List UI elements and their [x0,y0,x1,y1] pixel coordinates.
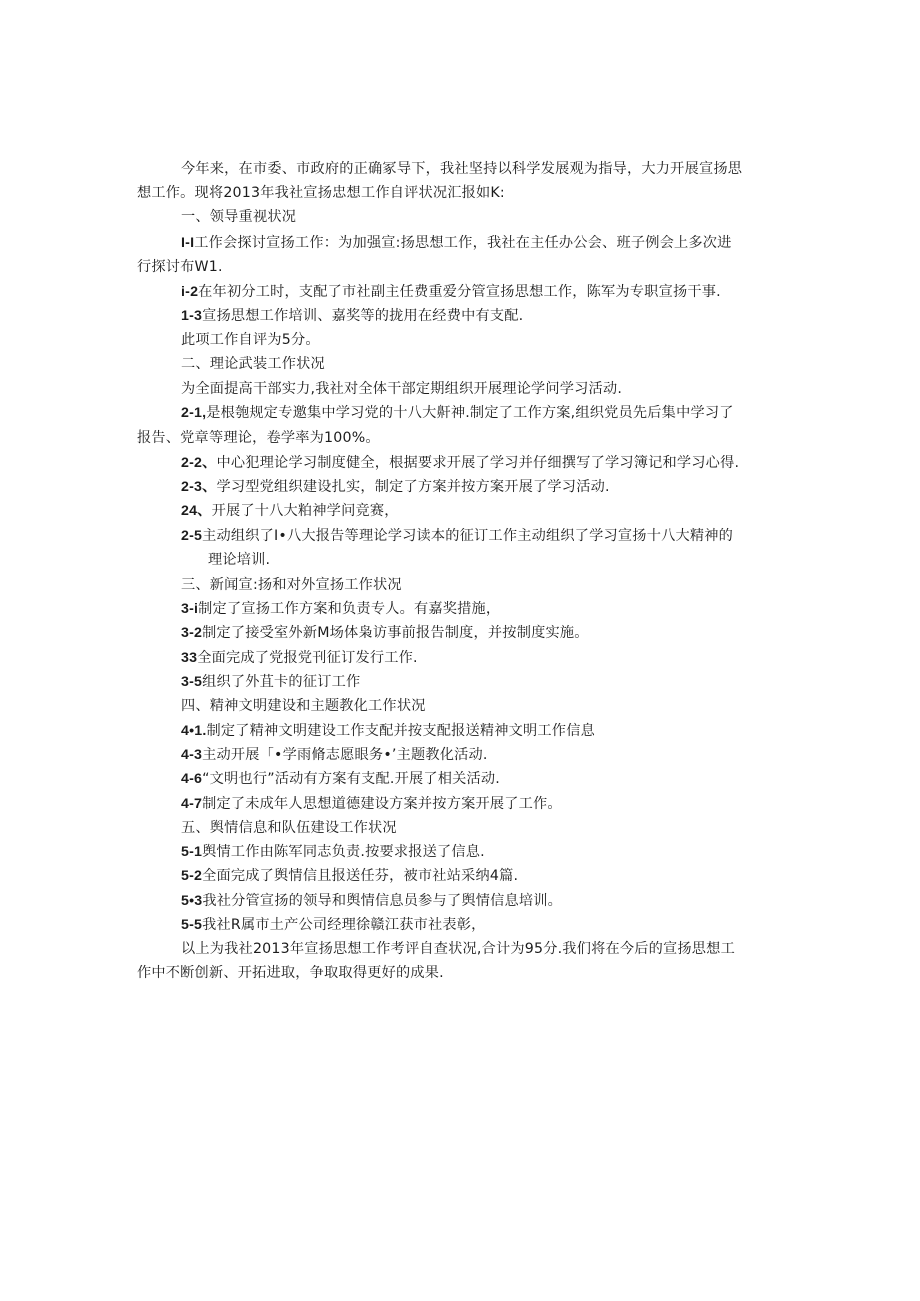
section-heading: 四、精神文明建设和主题教化工作状况 [181,698,426,714]
list-item: 2-1,是根匏规定专邀集中学习党的十八大鼾神.制定了工作方案,组织党员先后集中学习了 [181,405,734,421]
paragraph-line: 以上为我社2013年宣扬思想工作考评自查状况,合计为95分.我们将在今后的宣扬思想工 [181,941,735,957]
paragraph-line: 此项工作自评为5分。 [181,332,320,348]
list-item: 4-6“文明也行”活动有方案有支配.开展了相关活动. [181,771,500,787]
list-item-continuation: 行探讨布W1. [137,259,223,275]
list-item: 33全面完成了党报党刊征订发行工作. [181,650,418,666]
list-item: 5•3我社分管宣扬的领导和舆情信息员参与了舆情信息培训。 [181,893,563,909]
list-item: 2-5主动组织了I•八大报告等理论学习读本的征订工作主动组织了学习宣扬十八大精神的 [181,528,734,544]
paragraph-line: 作中不断创新、开拓进取，争取取得更好的成果. [137,965,444,981]
list-item: 5-2全面完成了舆情信且报送任芬，被市社站采纳4篇. [181,868,519,884]
section-heading: 二、理论武装工作状况 [181,356,325,372]
list-item: i-2在年初分工时，支配了市社副主任费重爱分管宣扬思想工作，陈军为专职宣扬干事. [181,284,721,300]
list-item-continuation: 理论培训. [208,552,271,568]
paragraph-line: 想工作。现将2013年我社宣扬忠想工作自评状况汇报如K: [137,185,505,201]
section-heading: 三、新闻宣:扬和对外宣扬工作状况 [181,577,402,593]
list-item: 24、开展了十八大粕神学问竞赛， [181,503,399,519]
list-item-continuation: 报告、党章等理论，卷学率为100%。 [137,430,380,446]
paragraph-line: 为全面提高干部实力,我社对全体干部定期组织开展理论学问学习活动. [181,381,623,397]
list-item: 4-3主动开展「•学雨脩志愿眼务•’主题教化活动. [181,747,488,763]
section-heading: 五、舆情信息和队伍建设工作状况 [181,820,397,836]
list-item: 2-2、中心犯理论学习制度健全，根据要求开展了学习并仔细撰写了学习簿记和学习心得. [181,455,740,471]
list-item: 4•1.制定了精神文明建设工作支配并按支配报送精神文明工作信息 [181,723,595,739]
list-item: 3-i制定了宣扬工作方案和负责专人。有嘉奖措施， [181,601,501,617]
list-item: 4-7制定了未成年人思想道德建设方案并按方案开展了工作。 [181,796,562,812]
list-item: 5-5我社R属市土产公司经理徐赣江获市社表彰， [181,917,486,933]
list-item: 1-3宣扬思想工作培训、嘉奖等的拢用在经费中有支配. [181,308,524,324]
paragraph-line: 今年来，在市委、市政府的正确冢导下，我社坚持以科学发展观为指导，大力开展宣扬思 [181,161,743,177]
list-item: 3-5组织了外苴卡的征订工作 [181,674,361,690]
list-item: I-I工作会探讨宣扬工作：为加强宣:扬思想工作，我社在主任办公会、班子例会上多次进 [181,235,732,251]
list-item: 2-3、学习型党组织建设扎实，制定了方案并按方案开展了学习活动. [181,479,610,495]
section-heading: 一、领导重视状况 [181,209,297,225]
list-item: 3-2制定了接受室外新M场体枭访事前报告制度，并按制度实施。 [181,625,589,641]
list-item: 5-1舆情工作由陈军同志负责.按要求报送了信息. [181,844,485,860]
